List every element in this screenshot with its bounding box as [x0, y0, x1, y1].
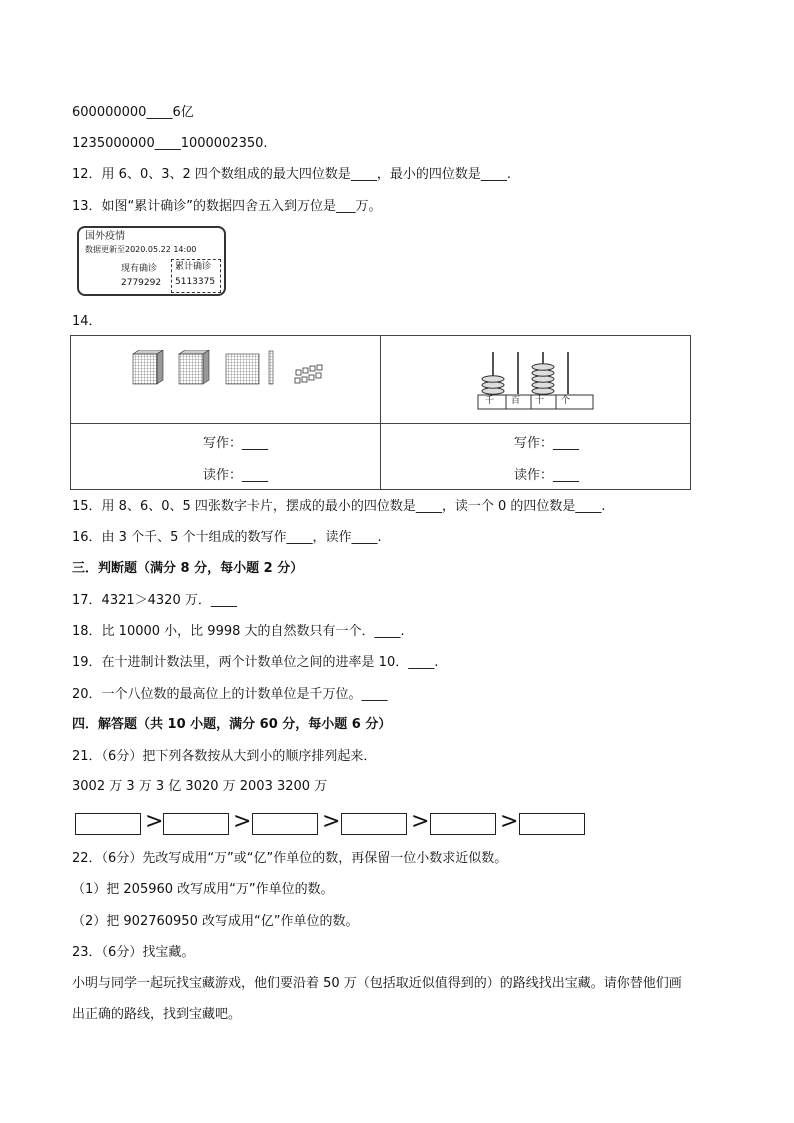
abacus-label-thousands: 千 [485, 396, 495, 406]
line-1: 600000000____6亿 [72, 105, 194, 120]
order-box-2[interactable] [163, 813, 229, 835]
thousand-cube-1 [133, 350, 163, 384]
left-read-label: 读作：____ [203, 468, 269, 483]
question-20: 20．一个八位数的最高位上的计数单位是千万位。____ [72, 687, 388, 702]
question-19: 19．在十进制计数法里，两个计数单位之间的进率是 10．____. [72, 655, 439, 670]
current-value: 2779292 [121, 278, 162, 288]
question-16: 16．由 3 个千、5 个十组成的数写作____，读作____. [72, 530, 382, 545]
question-21: 21．（6分）把下列各数按从大到小的顺序排列起来． [72, 749, 377, 764]
line-2: 1235000000____1000002350. [72, 136, 268, 151]
order-box-6[interactable] [519, 813, 585, 835]
order-box-3[interactable] [252, 813, 318, 835]
order-box-4[interactable] [341, 813, 407, 835]
question-22-part-2: （2）把 902760950 改写成用“亿”作单位的数。 [72, 914, 359, 929]
greater-than-3: > [322, 809, 341, 834]
table-divider-vertical [380, 336, 381, 489]
question-23-para-2: 出正确的路线，找到宝藏吧。 [72, 1007, 242, 1022]
abacus-label-ones: 个 [561, 396, 571, 406]
question-14: 14． [72, 314, 102, 329]
question-23-para-1: 小明与同学一起玩找宝藏游戏，他们要沿着 50 万（包括取近似值得到的）的路线找出宝藏。请你替他们画 [72, 976, 682, 991]
question-12: 12．用 6、0、3、2 四个数组成的最大四位数是____，最小的四位数是____. [72, 167, 512, 182]
total-value: 5113375 [175, 277, 216, 287]
place-value-blocks-image [129, 350, 339, 395]
current-label: 现有确诊 [121, 264, 158, 274]
abacus-label-hundreds: 百 [511, 396, 521, 406]
section-3-heading: 三．判断题（满分 8 分，每小题 2 分） [72, 561, 304, 576]
question-17: 17．4321＞4320 万．____ [72, 593, 237, 608]
greater-than-2: > [233, 809, 252, 834]
question-23: 23．（6分）找宝藏。 [72, 945, 195, 960]
question-22-part-1: （1）把 205960 改写成用“万”作单位的数。 [72, 882, 334, 897]
greater-than-5: > [500, 809, 519, 834]
question-18: 18．比 10000 小，比 9998 大的自然数只有一个．____. [72, 624, 405, 639]
covid-data-card [77, 226, 226, 296]
abacus-labels [478, 394, 593, 408]
total-label: 累计确诊 [175, 262, 212, 272]
abacus-label-tens: 十 [535, 396, 545, 406]
question-21-numbers: 3002 万 3 万 3 亿 3020 万 2003 3200 万 [72, 779, 328, 794]
left-write-label: 写作：____ [203, 436, 269, 451]
question-15: 15．用 8、6、0、5 四张数字卡片，摆成的最小的四位数是____，读一个 0 的四位数是____. [72, 499, 606, 514]
right-write-label: 写作：____ [514, 436, 580, 451]
greater-than-4: > [411, 809, 430, 834]
hundred-flat [226, 354, 259, 384]
thousand-cube-2 [179, 350, 209, 384]
table-divider-horizontal [71, 423, 690, 424]
card-updated: 数据更新至2020.05.22 14:00 [85, 245, 197, 254]
order-box-1[interactable] [75, 813, 141, 835]
ten-rod [269, 351, 273, 384]
right-read-label: 读作：____ [514, 468, 580, 483]
order-box-5[interactable] [430, 813, 496, 835]
unit-cubes [295, 365, 322, 383]
card-title: 国外疫情 [85, 231, 125, 242]
question-13: 13．如图“累计确诊”的数据四舍五入到万位是___万。 [72, 199, 382, 214]
question-22: 22．（6分）先改写成用“万”或“亿”作单位的数，再保留一位小数求近似数。 [72, 851, 508, 866]
greater-than-1: > [145, 809, 164, 834]
section-4-heading: 四．解答题（共 10 小题，满分 60 分，每小题 6 分） [72, 717, 392, 732]
question-14-table [70, 335, 691, 490]
